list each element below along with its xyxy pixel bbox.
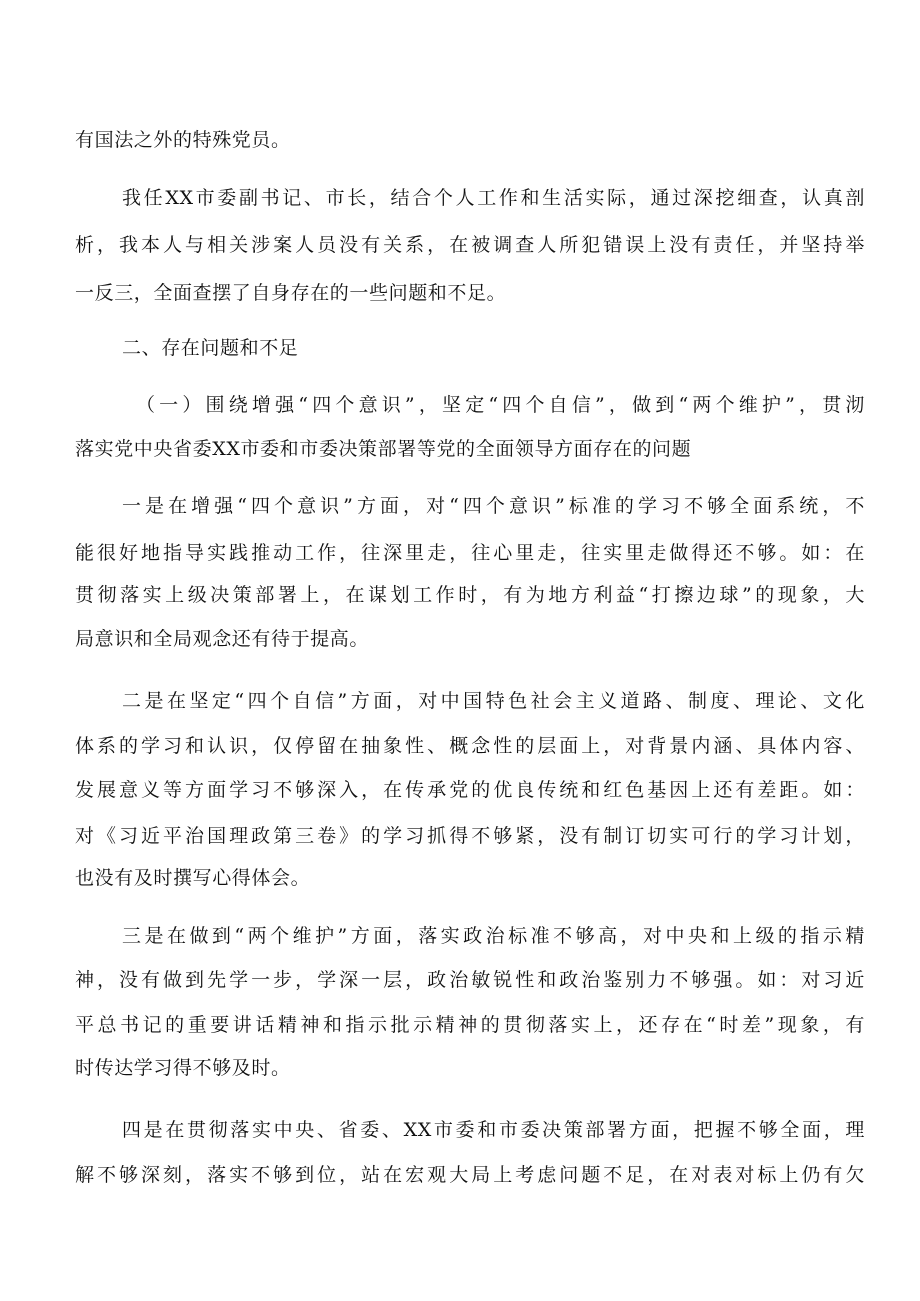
paragraph-line: 解不够深刻，落实不够到位，站在宏观大局上考虑问题不足，在对表对标上仍有欠	[75, 1164, 865, 1186]
subsection-heading: 落实党中央省委XX市委和市委决策部署等党的全面领导方面存在的问题	[75, 438, 692, 460]
paragraph-line: 时传达学习得不够及时。	[75, 1057, 291, 1079]
paragraph-line: 神，没有做到先学一步，学深一层，政治敏锐性和政治鉴别力不够强。如：对习近	[75, 969, 865, 991]
paragraph-line: 二是在坚定“四个自信”方面，对中国特色社会主义道路、制度、理论、文化	[122, 690, 865, 712]
section-heading: 二、存在问题和不足	[122, 337, 299, 359]
paragraph-line: 三是在做到“两个维护”方面，落实政治标准不够高，对中央和上级的指示精	[122, 925, 865, 947]
paragraph-line: 也没有及时撰写心得体会。	[75, 867, 311, 889]
paragraph-line: 平总书记的重要讲话精神和指示批示精神的贯彻落实上，还存在“时差”现象，有	[75, 1014, 865, 1036]
paragraph-line: 局意识和全局观念还有待于提高。	[75, 628, 370, 650]
paragraph-line: 体系的学习和认识，仅停留在抽象性、概念性的层面上，对背景内涵、具体内容、	[75, 735, 865, 757]
paragraph-line: 能很好地指导实践推动工作，往深里走，往心里走，往实里走做得还不够。如：在	[75, 542, 865, 564]
paragraph-line: 贯彻落实上级决策部署上，在谋划工作时，有为地方利益“打擦边球”的现象，大	[75, 584, 865, 606]
paragraph-line: 发展意义等方面学习不够深入，在传承党的优良传统和红色基因上还有差距。如：	[75, 779, 865, 801]
paragraph-line: 析，我本人与相关涉案人员没有关系，在被调查人所犯错误上没有责任，并坚持举	[75, 234, 865, 256]
paragraph-line: 一是在增强“四个意识”方面，对“四个意识”标准的学习不够全面系统，不	[122, 495, 865, 517]
paragraph-line: 四是在贯彻落实中央、省委、XX市委和市委决策部署方面，把握不够全面，理	[122, 1119, 865, 1141]
subsection-heading: （一）围绕增强“四个意识”，坚定“四个自信”，做到“两个维护”，贯沏	[136, 394, 865, 416]
paragraph-line: 我任XX市委副书记、市长，结合个人工作和生活实际，通过深挖细查，认真剖	[122, 187, 865, 209]
paragraph-line: 对《习近平治国理政第三卷》的学习抓得不够紧，没有制订切实可行的学习计划，	[75, 825, 865, 847]
paragraph-line: 一反三，全面查摆了自身存在的一些问题和不足。	[75, 282, 507, 304]
paragraph-line: 有国法之外的特殊党员。	[75, 129, 291, 151]
